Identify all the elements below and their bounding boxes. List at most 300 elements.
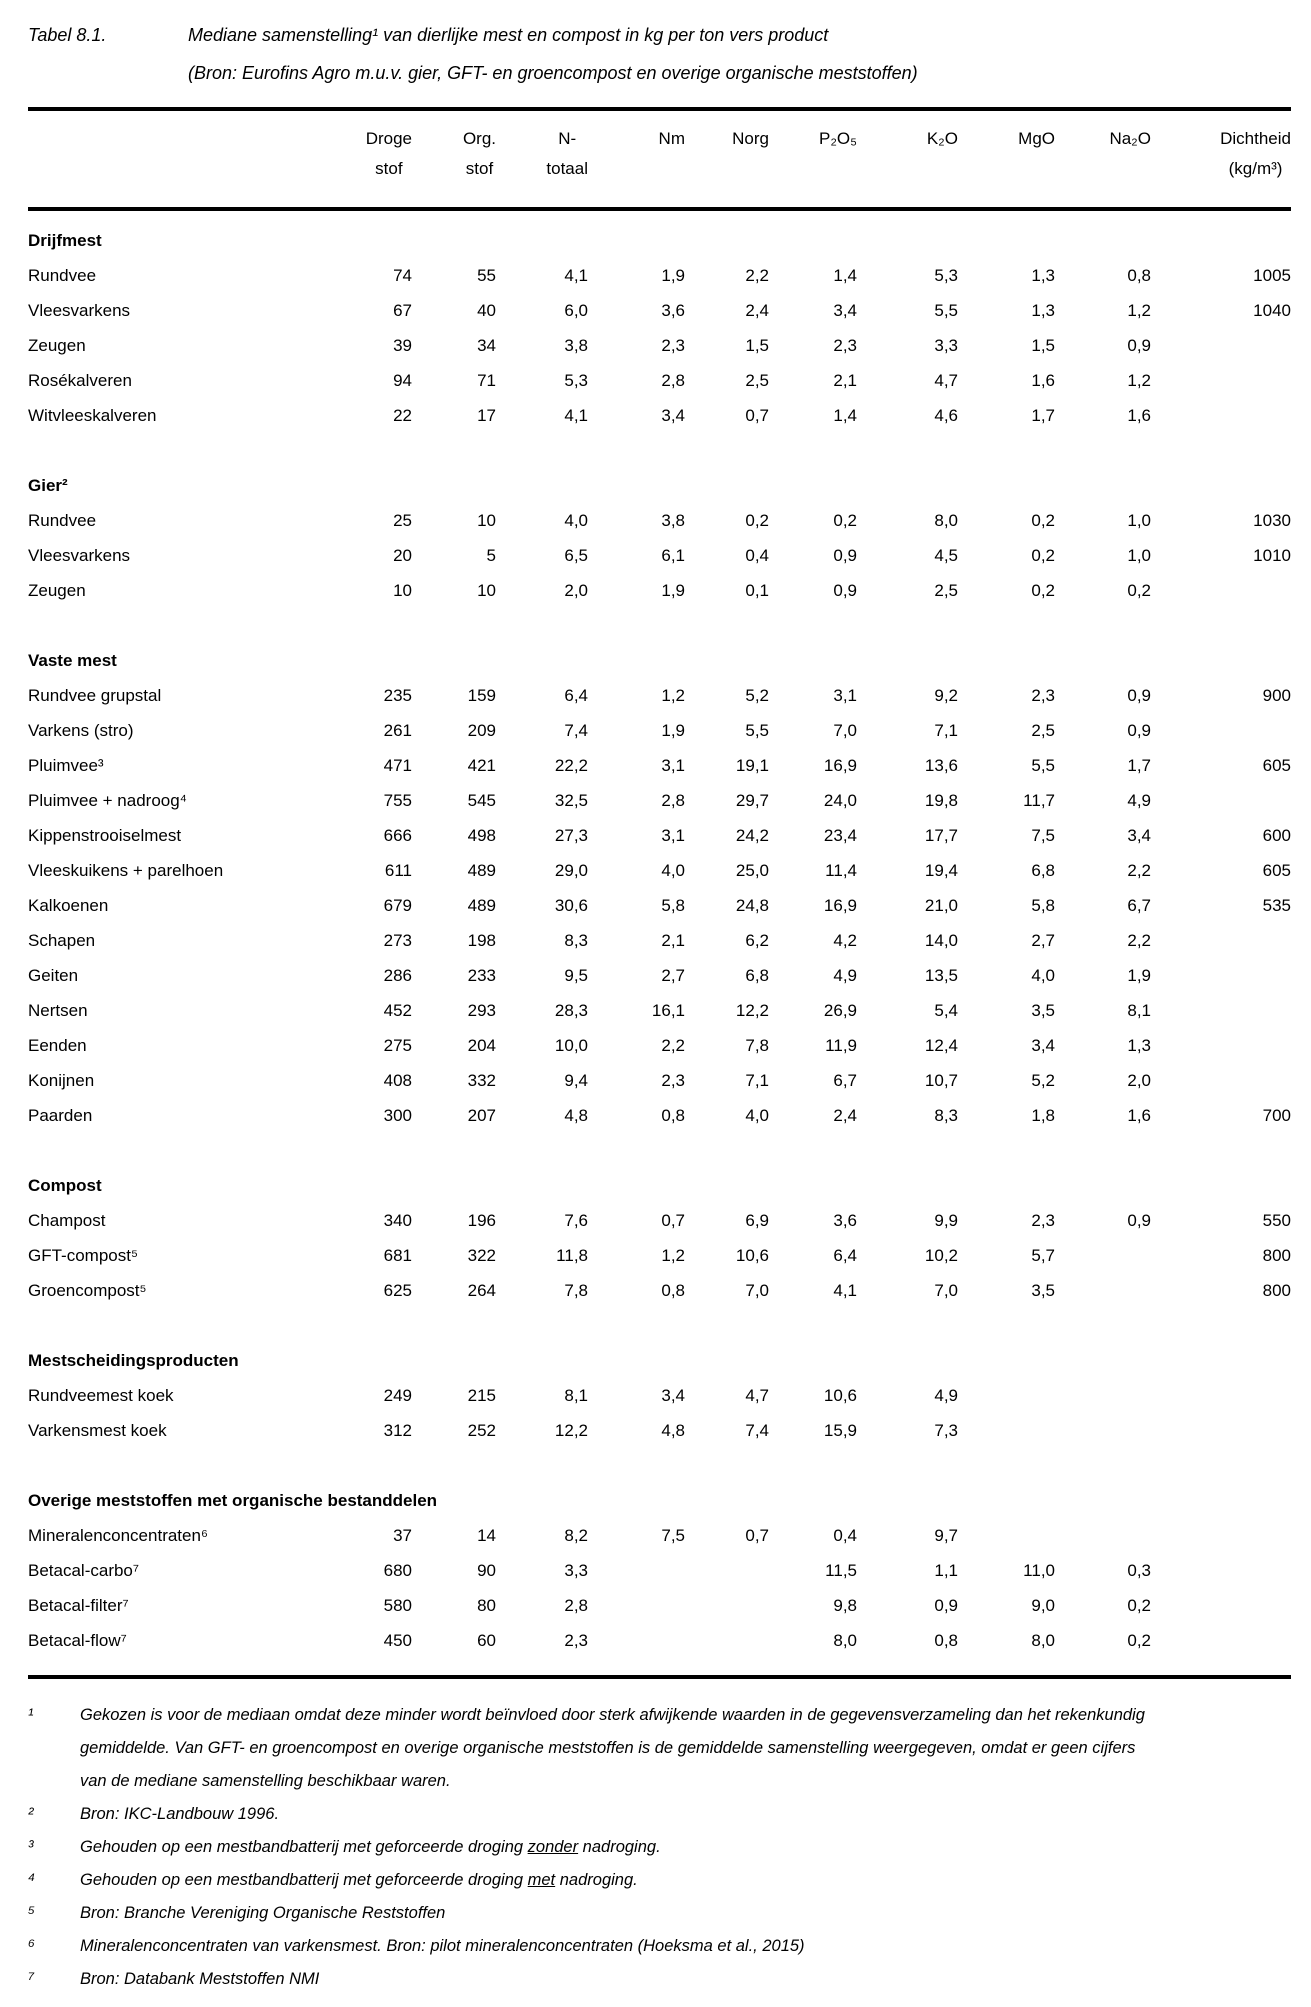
cell-value: 4,9 xyxy=(833,965,857,985)
section-header-row xyxy=(28,1168,1291,1203)
cell-value: 700 xyxy=(1262,1105,1291,1125)
cell-value: 14 xyxy=(477,1525,496,1545)
footnote-segment: Gehouden op een mestbandbatterij met geforceerde droging xyxy=(80,1838,528,1856)
cell-value: 0,2 xyxy=(1031,510,1055,530)
cell-value: 2,4 xyxy=(745,300,769,320)
table-caption xyxy=(28,16,1291,92)
cell-value: 209 xyxy=(467,720,496,740)
cell-value: 0,2 xyxy=(1031,580,1055,600)
cell-value: 5,5 xyxy=(1031,755,1055,775)
cell-value: 0,8 xyxy=(934,1630,958,1650)
cell-value: 9,0 xyxy=(1031,1595,1055,1615)
cell-value: 2,2 xyxy=(1127,860,1151,880)
cell-value: 28,3 xyxy=(554,1000,588,1020)
table-title-line2: (Bron: Eurofins Agro m.u.v. gier, GFT- en groencompost en overige organische meststoffen) xyxy=(188,63,918,83)
section-gap-row-cell xyxy=(28,608,1291,643)
cell-value: 16,9 xyxy=(823,895,857,915)
col-header-dichtheid: Dichtheid (kg/m³) xyxy=(1151,109,1291,209)
cell-value: 3,8 xyxy=(661,510,685,530)
table-row xyxy=(28,1273,1291,1308)
section-header-row xyxy=(28,1343,1291,1378)
table-row xyxy=(28,538,1291,573)
row-label: Rosékalveren xyxy=(28,370,132,390)
cell-value: 10,7 xyxy=(924,1070,958,1090)
cell-value: 286 xyxy=(383,965,412,985)
cell-value: 9,7 xyxy=(934,1525,958,1545)
spacer-row xyxy=(28,1658,1291,1677)
cell-value: 408 xyxy=(383,1070,412,1090)
footnote-marker: ³ xyxy=(28,1838,34,1856)
cell-value xyxy=(1151,958,1291,993)
cell-value: 8,0 xyxy=(1031,1630,1055,1650)
cell-value xyxy=(588,1623,685,1658)
cell-value: 1,2 xyxy=(1127,300,1151,320)
table-body xyxy=(28,209,1291,1677)
cell-value: 605 xyxy=(1262,755,1291,775)
footnote-segment: Bron: Branche Vereniging Organische Reststoffen xyxy=(80,1904,446,1922)
cell-value: 6,8 xyxy=(745,965,769,985)
cell-value xyxy=(1151,713,1291,748)
cell-value: 6,8 xyxy=(1031,860,1055,880)
cell-value: 0,1 xyxy=(745,580,769,600)
cell-value: 19,4 xyxy=(924,860,958,880)
row-label: Schapen xyxy=(28,930,96,950)
cell-value: 625 xyxy=(383,1280,412,1300)
footnote-marker: ¹ xyxy=(28,1706,34,1724)
cell-value xyxy=(1151,363,1291,398)
row-label: Kalkoenen xyxy=(28,895,109,915)
cell-value xyxy=(1151,1063,1291,1098)
cell-value: 7,4 xyxy=(564,720,588,740)
section-title: Drijfmest xyxy=(28,230,102,250)
cell-value: 4,2 xyxy=(833,930,857,950)
spacer-row-cell xyxy=(28,1658,1291,1677)
cell-value: 550 xyxy=(1262,1210,1291,1230)
section-title: Vaste mest xyxy=(28,650,117,670)
cell-value: 0,2 xyxy=(1127,1595,1151,1615)
row-label: Pluimvee³ xyxy=(28,755,104,775)
cell-value: 207 xyxy=(467,1105,496,1125)
cell-value: 6,2 xyxy=(745,930,769,950)
cell-value: 2,7 xyxy=(1031,930,1055,950)
cell-value: 275 xyxy=(383,1035,412,1055)
cell-value xyxy=(958,1378,1055,1413)
table-row xyxy=(28,888,1291,923)
cell-value: 196 xyxy=(467,1210,496,1230)
cell-value: 5,2 xyxy=(745,685,769,705)
row-label: Geiten xyxy=(28,965,79,985)
cell-value: 0,7 xyxy=(745,405,769,425)
section-header-row xyxy=(28,643,1291,678)
cell-value: 0,2 xyxy=(745,510,769,530)
cell-value: 25 xyxy=(393,510,412,530)
cell-value xyxy=(588,1588,685,1623)
cell-value: 679 xyxy=(383,895,412,915)
footnote-segment: Bron: IKC-Landbouw 1996. xyxy=(80,1805,280,1823)
cell-value: 7,1 xyxy=(745,1070,769,1090)
table-row xyxy=(28,1238,1291,1273)
section-title: Overige meststoffen met organische bestanddelen xyxy=(28,1490,438,1510)
cell-value: 0,2 xyxy=(1127,1630,1151,1650)
table-row xyxy=(28,1098,1291,1133)
cell-value: 1,9 xyxy=(661,580,685,600)
cell-value: 2,4 xyxy=(833,1105,857,1125)
cell-value: 32,5 xyxy=(554,790,588,810)
row-label: Pluimvee + nadroog⁴ xyxy=(28,790,187,810)
cell-value: 273 xyxy=(383,930,412,950)
cell-value: 60 xyxy=(477,1630,496,1650)
cell-value: 264 xyxy=(467,1280,496,1300)
cell-value: 535 xyxy=(1262,895,1291,915)
cell-value: 11,7 xyxy=(1023,790,1055,810)
row-label: Rundveemest koek xyxy=(28,1385,174,1405)
cell-value: 7,3 xyxy=(934,1420,958,1440)
cell-value xyxy=(1151,1553,1291,1588)
row-label: Eenden xyxy=(28,1035,87,1055)
cell-value: 1,2 xyxy=(661,1245,685,1265)
table-row xyxy=(28,1063,1291,1098)
table-row xyxy=(28,958,1291,993)
footnote-segment: nadroging. xyxy=(555,1871,638,1889)
cell-value: 22 xyxy=(393,405,412,425)
footnote xyxy=(28,1930,1291,1963)
cell-value: 9,2 xyxy=(934,685,958,705)
cell-value: 21,0 xyxy=(924,895,958,915)
cell-value: 0,4 xyxy=(833,1525,857,1545)
cell-value: 2,0 xyxy=(564,580,588,600)
section-gap-row-cell xyxy=(28,1308,1291,1343)
cell-value: 5,8 xyxy=(1031,895,1055,915)
cell-value: 1,4 xyxy=(833,405,857,425)
table-row xyxy=(28,678,1291,713)
cell-value xyxy=(1055,1238,1151,1273)
cell-value: 450 xyxy=(383,1630,412,1650)
cell-value xyxy=(1055,1378,1151,1413)
cell-value: 300 xyxy=(383,1105,412,1125)
cell-value: 9,4 xyxy=(564,1070,588,1090)
footnote xyxy=(28,1897,1291,1930)
table-row xyxy=(28,1413,1291,1448)
cell-value: 30,6 xyxy=(554,895,588,915)
cell-value xyxy=(1151,1413,1291,1448)
footnote-segment: Gekozen is voor de mediaan omdat deze minder wordt beïnvloed door sterk afwijkende waarden in de gegevensverzameling dan het rekenkundig gemiddelde. Van GFT- en groencompost en overige organische meststoffen is de gemiddelde samenstelling weergegeven, omdat er geen cijfers van de mediane samenstelling beschikbaar waren. xyxy=(80,1706,1145,1790)
cell-value: 1,3 xyxy=(1031,300,1055,320)
cell-value: 2,8 xyxy=(661,790,685,810)
cell-value: 2,3 xyxy=(1031,685,1055,705)
cell-value: 10,6 xyxy=(735,1245,769,1265)
cell-value xyxy=(1055,1518,1151,1553)
cell-value: 11,8 xyxy=(556,1245,588,1265)
cell-value: 4,8 xyxy=(661,1420,685,1440)
cell-value: 1,9 xyxy=(1127,965,1151,985)
cell-value: 7,0 xyxy=(934,1280,958,1300)
cell-value: 24,2 xyxy=(735,825,769,845)
cell-value xyxy=(1055,1413,1151,1448)
cell-value xyxy=(1151,1588,1291,1623)
cell-value: 7,5 xyxy=(1031,825,1055,845)
cell-value: 1,7 xyxy=(1031,405,1055,425)
cell-value xyxy=(958,1518,1055,1553)
cell-value: 11,9 xyxy=(825,1035,857,1055)
cell-value: 7,8 xyxy=(564,1280,588,1300)
cell-value: 2,3 xyxy=(661,335,685,355)
col-header-n-totaal: N- totaal xyxy=(496,109,588,209)
cell-value: 0,8 xyxy=(1127,265,1151,285)
cell-value: 605 xyxy=(1262,860,1291,880)
cell-value: 4,9 xyxy=(1127,790,1151,810)
cell-value: 4,5 xyxy=(934,545,958,565)
footnote-marker: ⁵ xyxy=(28,1904,35,1922)
cell-value: 4,7 xyxy=(745,1385,769,1405)
cell-value: 680 xyxy=(383,1560,412,1580)
section-title: Gier² xyxy=(28,475,68,495)
cell-value: 800 xyxy=(1262,1280,1291,1300)
cell-value: 293 xyxy=(467,1000,496,1020)
row-label: Betacal-flow⁷ xyxy=(28,1630,127,1650)
cell-value: 55 xyxy=(477,265,496,285)
cell-value: 6,4 xyxy=(833,1245,857,1265)
cell-value: 600 xyxy=(1262,825,1291,845)
row-label: Varkens (stro) xyxy=(28,720,134,740)
cell-value: 8,3 xyxy=(564,930,588,950)
cell-value: 80 xyxy=(477,1595,496,1615)
cell-value: 4,6 xyxy=(934,405,958,425)
cell-value: 7,1 xyxy=(934,720,958,740)
cell-value: 94 xyxy=(393,370,412,390)
cell-value: 1,5 xyxy=(1031,335,1055,355)
cell-value: 27,3 xyxy=(554,825,588,845)
table-row xyxy=(28,503,1291,538)
cell-value: 2,5 xyxy=(745,370,769,390)
row-label: Rundvee xyxy=(28,265,97,285)
cell-value: 0,4 xyxy=(745,545,769,565)
cell-value: 1005 xyxy=(1253,265,1291,285)
col-header-k2o: K₂O xyxy=(857,109,958,209)
row-label: Zeugen xyxy=(28,335,86,355)
col-header-nm: Nm xyxy=(588,109,685,209)
cell-value: 2,2 xyxy=(661,1035,685,1055)
cell-value: 7,8 xyxy=(745,1035,769,1055)
cell-value: 1,7 xyxy=(1127,755,1151,775)
table-row xyxy=(28,258,1291,293)
cell-value: 3,5 xyxy=(1031,1280,1055,1300)
cell-value: 215 xyxy=(467,1385,496,1405)
cell-value: 4,7 xyxy=(934,370,958,390)
cell-value: 4,0 xyxy=(1031,965,1055,985)
cell-value: 5,4 xyxy=(934,1000,958,1020)
cell-value: 17,7 xyxy=(924,825,958,845)
row-label: Betacal-filter⁷ xyxy=(28,1595,129,1615)
cell-value: 5,8 xyxy=(661,895,685,915)
footnote-underline-word: met xyxy=(527,1871,556,1889)
col-header-mgo: MgO xyxy=(958,109,1055,209)
cell-value xyxy=(1151,1623,1291,1658)
cell-value: 2,1 xyxy=(833,370,857,390)
cell-value: 22,2 xyxy=(554,755,588,775)
cell-value: 40 xyxy=(477,300,496,320)
cell-value: 6,0 xyxy=(564,300,588,320)
footnote-text xyxy=(80,1699,1150,1798)
cell-value: 1,4 xyxy=(833,265,857,285)
row-label: GFT-compost⁵ xyxy=(28,1245,139,1265)
cell-value: 6,5 xyxy=(564,545,588,565)
cell-value: 29,7 xyxy=(735,790,769,810)
cell-value: 3,5 xyxy=(1031,1000,1055,1020)
cell-value xyxy=(685,1623,769,1658)
cell-value: 4,9 xyxy=(934,1385,958,1405)
cell-value: 1,6 xyxy=(1127,1105,1151,1125)
cell-value: 198 xyxy=(467,930,496,950)
section-title: Compost xyxy=(28,1175,102,1195)
cell-value: 261 xyxy=(383,720,412,740)
cell-value: 5 xyxy=(486,545,496,565)
cell-value: 7,5 xyxy=(661,1525,685,1545)
spacer-row-cell xyxy=(28,209,1291,223)
cell-value: 6,7 xyxy=(1127,895,1151,915)
cell-value: 25,0 xyxy=(735,860,769,880)
cell-value: 252 xyxy=(467,1420,496,1440)
cell-value: 37 xyxy=(393,1525,412,1545)
document-sheet xyxy=(28,16,1291,1996)
cell-value: 4,1 xyxy=(833,1280,857,1300)
table-row xyxy=(28,853,1291,888)
cell-value: 13,5 xyxy=(924,965,958,985)
cell-value: 10,0 xyxy=(554,1035,588,1055)
cell-value xyxy=(588,1553,685,1588)
cell-value: 26,9 xyxy=(823,1000,857,1020)
footnote-text xyxy=(80,1897,445,1930)
cell-value: 498 xyxy=(467,825,496,845)
cell-value: 3,1 xyxy=(661,825,685,845)
section-gap-row xyxy=(28,1308,1291,1343)
table-row xyxy=(28,748,1291,783)
cell-value: 4,8 xyxy=(564,1105,588,1125)
footnote-text xyxy=(80,1798,279,1831)
row-label: Rundvee xyxy=(28,510,97,530)
section-gap-row-cell xyxy=(28,1133,1291,1168)
cell-value: 0,8 xyxy=(661,1105,685,1125)
cell-value: 471 xyxy=(383,755,412,775)
cell-value: 452 xyxy=(383,1000,412,1020)
table-row xyxy=(28,1518,1291,1553)
table-header xyxy=(28,109,1291,209)
cell-value: 4,1 xyxy=(564,405,588,425)
cell-value: 7,0 xyxy=(745,1280,769,1300)
cell-value: 4,0 xyxy=(564,510,588,530)
cell-value: 8,1 xyxy=(564,1385,588,1405)
cell-value: 15,9 xyxy=(823,1420,857,1440)
footnote xyxy=(28,1699,1291,1798)
col-header-na2o: Na₂O xyxy=(1055,109,1151,209)
cell-value: 233 xyxy=(467,965,496,985)
cell-value: 1,9 xyxy=(661,720,685,740)
cell-value xyxy=(958,1413,1055,1448)
cell-value: 1,2 xyxy=(1127,370,1151,390)
cell-value xyxy=(1151,1518,1291,1553)
cell-value: 11,4 xyxy=(825,860,857,880)
row-label: Champost xyxy=(28,1210,106,1230)
row-label: Vleeskuikens + parelhoen xyxy=(28,860,224,880)
cell-value: 8,0 xyxy=(833,1630,857,1650)
footnote-marker: ⁶ xyxy=(28,1937,35,1955)
cell-value: 204 xyxy=(467,1035,496,1055)
cell-value: 421 xyxy=(467,755,496,775)
row-label: Betacal-carbo⁷ xyxy=(28,1560,140,1580)
cell-value: 2,5 xyxy=(1031,720,1055,740)
cell-value: 74 xyxy=(393,265,412,285)
table-row xyxy=(28,363,1291,398)
cell-value: 545 xyxy=(467,790,496,810)
cell-value: 3,4 xyxy=(661,1385,685,1405)
footnote xyxy=(28,1831,1291,1864)
footnote-segment: nadroging. xyxy=(578,1838,661,1856)
cell-value: 3,3 xyxy=(934,335,958,355)
cell-value: 3,8 xyxy=(564,335,588,355)
col-header-empty xyxy=(28,109,330,209)
table-row xyxy=(28,818,1291,853)
cell-value xyxy=(1151,993,1291,1028)
cell-value: 2,8 xyxy=(661,370,685,390)
cell-value: 12,4 xyxy=(924,1035,958,1055)
cell-value: 5,5 xyxy=(745,720,769,740)
cell-value: 666 xyxy=(383,825,412,845)
cell-value: 11,5 xyxy=(825,1560,857,1580)
cell-value: 3,1 xyxy=(833,685,857,705)
footnote-text xyxy=(80,1930,805,1963)
cell-value: 11,0 xyxy=(1023,1560,1055,1580)
cell-value: 6,4 xyxy=(564,685,588,705)
cell-value: 0,9 xyxy=(833,580,857,600)
footnotes xyxy=(28,1699,1291,1996)
cell-value: 1040 xyxy=(1253,300,1291,320)
cell-value: 10 xyxy=(477,510,496,530)
cell-value: 1,0 xyxy=(1127,545,1151,565)
table-title-line1: Mediane samenstelling¹ van dierlijke mest en compost in kg per ton vers product xyxy=(188,25,829,45)
cell-value: 4,0 xyxy=(745,1105,769,1125)
cell-value: 0,9 xyxy=(1127,720,1151,740)
cell-value: 2,5 xyxy=(934,580,958,600)
footnote xyxy=(28,1798,1291,1831)
cell-value xyxy=(1151,923,1291,958)
cell-value: 2,0 xyxy=(1127,1070,1151,1090)
cell-value xyxy=(1151,398,1291,433)
cell-value xyxy=(1151,573,1291,608)
cell-value: 5,3 xyxy=(934,265,958,285)
row-label: Vleesvarkens xyxy=(28,545,131,565)
footnote-marker: ⁷ xyxy=(28,1970,35,1988)
cell-value: 3,6 xyxy=(833,1210,857,1230)
footnote-text xyxy=(80,1864,638,1897)
cell-value: 3,6 xyxy=(661,300,685,320)
cell-value: 8,2 xyxy=(564,1525,588,1545)
cell-value: 332 xyxy=(467,1070,496,1090)
col-header-org-stof: Org. stof xyxy=(412,109,496,209)
cell-value: 5,5 xyxy=(934,300,958,320)
cell-value: 1,6 xyxy=(1127,405,1151,425)
section-header-row xyxy=(28,1483,1291,1518)
cell-value: 19,1 xyxy=(735,755,769,775)
table-row xyxy=(28,573,1291,608)
cell-value: 5,2 xyxy=(1031,1070,1055,1090)
cell-value: 4,0 xyxy=(661,860,685,880)
cell-value: 9,9 xyxy=(934,1210,958,1230)
row-label: Groencompost⁵ xyxy=(28,1280,147,1300)
cell-value: 4,1 xyxy=(564,265,588,285)
table-row xyxy=(28,1028,1291,1063)
table-row xyxy=(28,783,1291,818)
cell-value: 67 xyxy=(393,300,412,320)
cell-value: 900 xyxy=(1262,685,1291,705)
